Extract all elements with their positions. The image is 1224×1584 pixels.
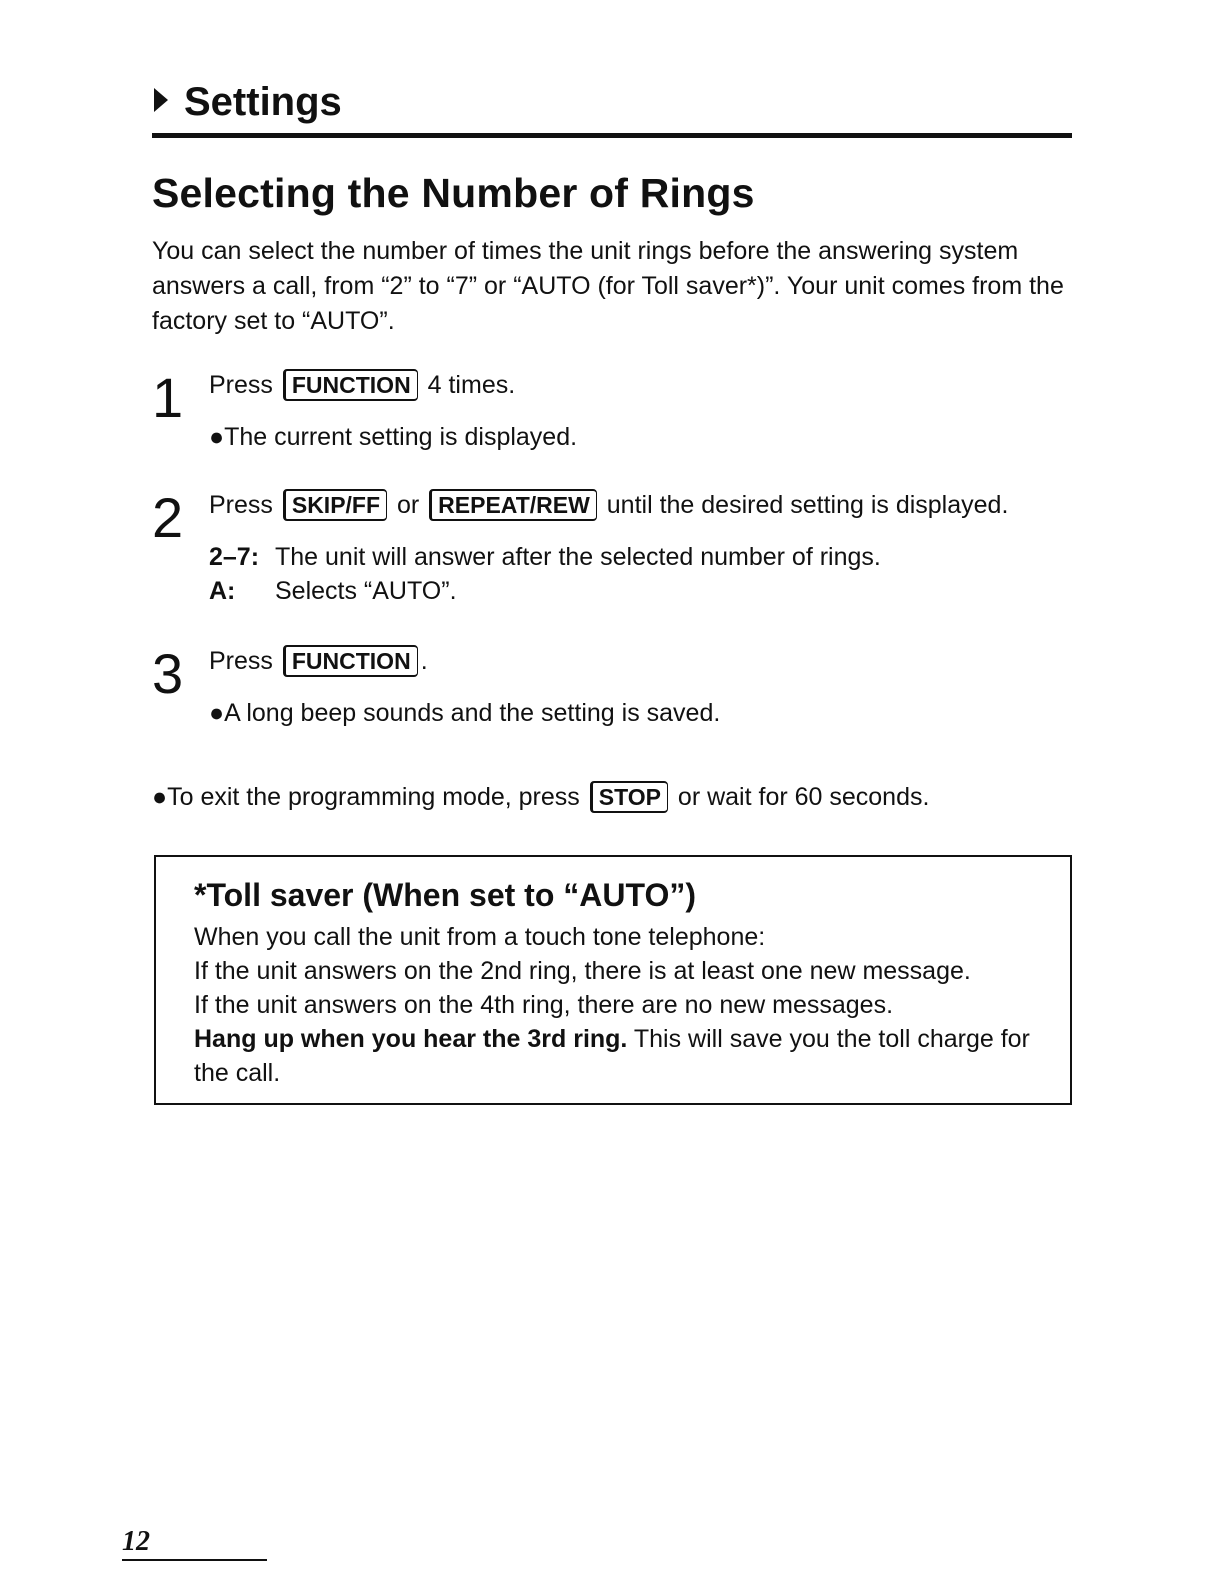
step-bullet: ●A long beep sounds and the setting is saved. (209, 699, 721, 727)
definition-row: 2–7: The unit will answer after the selected number of rings. (209, 543, 881, 571)
step-instruction: Press FUNCTION . (209, 647, 428, 675)
page-title: Selecting the Number of Rings (152, 170, 755, 216)
step-2 (152, 488, 1092, 608)
step-1 (152, 368, 1092, 454)
step-bullet: ●The current setting is displayed. (209, 423, 578, 451)
toll-saver-title: *Toll saver (When set to “AUTO”) (194, 877, 696, 913)
step-instruction: Press SKIP/FF or REPEAT/REW until the desired setting is displayed. (209, 491, 1009, 519)
function-key: FUNCTION (283, 369, 418, 401)
step-number: 2 (152, 486, 184, 549)
toll-line: If the unit answers on the 2nd ring, there is at least one new message. (194, 957, 971, 985)
toll-line: Hang up when you hear the 3rd ring. This will save you the toll charge for the call. (194, 1025, 1030, 1087)
setting-definitions (209, 540, 1092, 608)
step-number: 1 (152, 366, 184, 429)
page-number: 12 (122, 1525, 267, 1561)
section-title: Settings (184, 80, 342, 124)
toll-line: If the unit answers on the 4th ring, there are no new messages. (194, 991, 894, 1019)
exit-note: ●To exit the programming mode, press STOP or wait for 60 seconds. (152, 783, 930, 811)
repeat-rew-key: REPEAT/REW (429, 489, 597, 521)
intro-paragraph: You can select the number of times the unit rings before the answering system answers a call, from “2” to “7” or “AUTO (for Toll saver*)”. Your unit comes from the factory set to “AUTO”. (152, 237, 1064, 335)
definition-row: A: Selects “AUTO”. (209, 577, 457, 605)
skip-ff-key: SKIP/FF (283, 489, 387, 521)
section-header (152, 80, 1072, 138)
toll-line: When you call the unit from a touch tone telephone: (194, 923, 766, 951)
step-instruction: Press FUNCTION 4 times. (209, 371, 516, 399)
step-number: 3 (152, 642, 184, 705)
arrow-right-icon (154, 88, 168, 112)
step-3 (152, 644, 1092, 730)
toll-saver-box (154, 855, 1072, 1105)
toll-emphasis: Hang up when you hear the 3rd ring. (194, 1025, 628, 1053)
function-key: FUNCTION (283, 645, 418, 677)
stop-key: STOP (590, 781, 668, 813)
